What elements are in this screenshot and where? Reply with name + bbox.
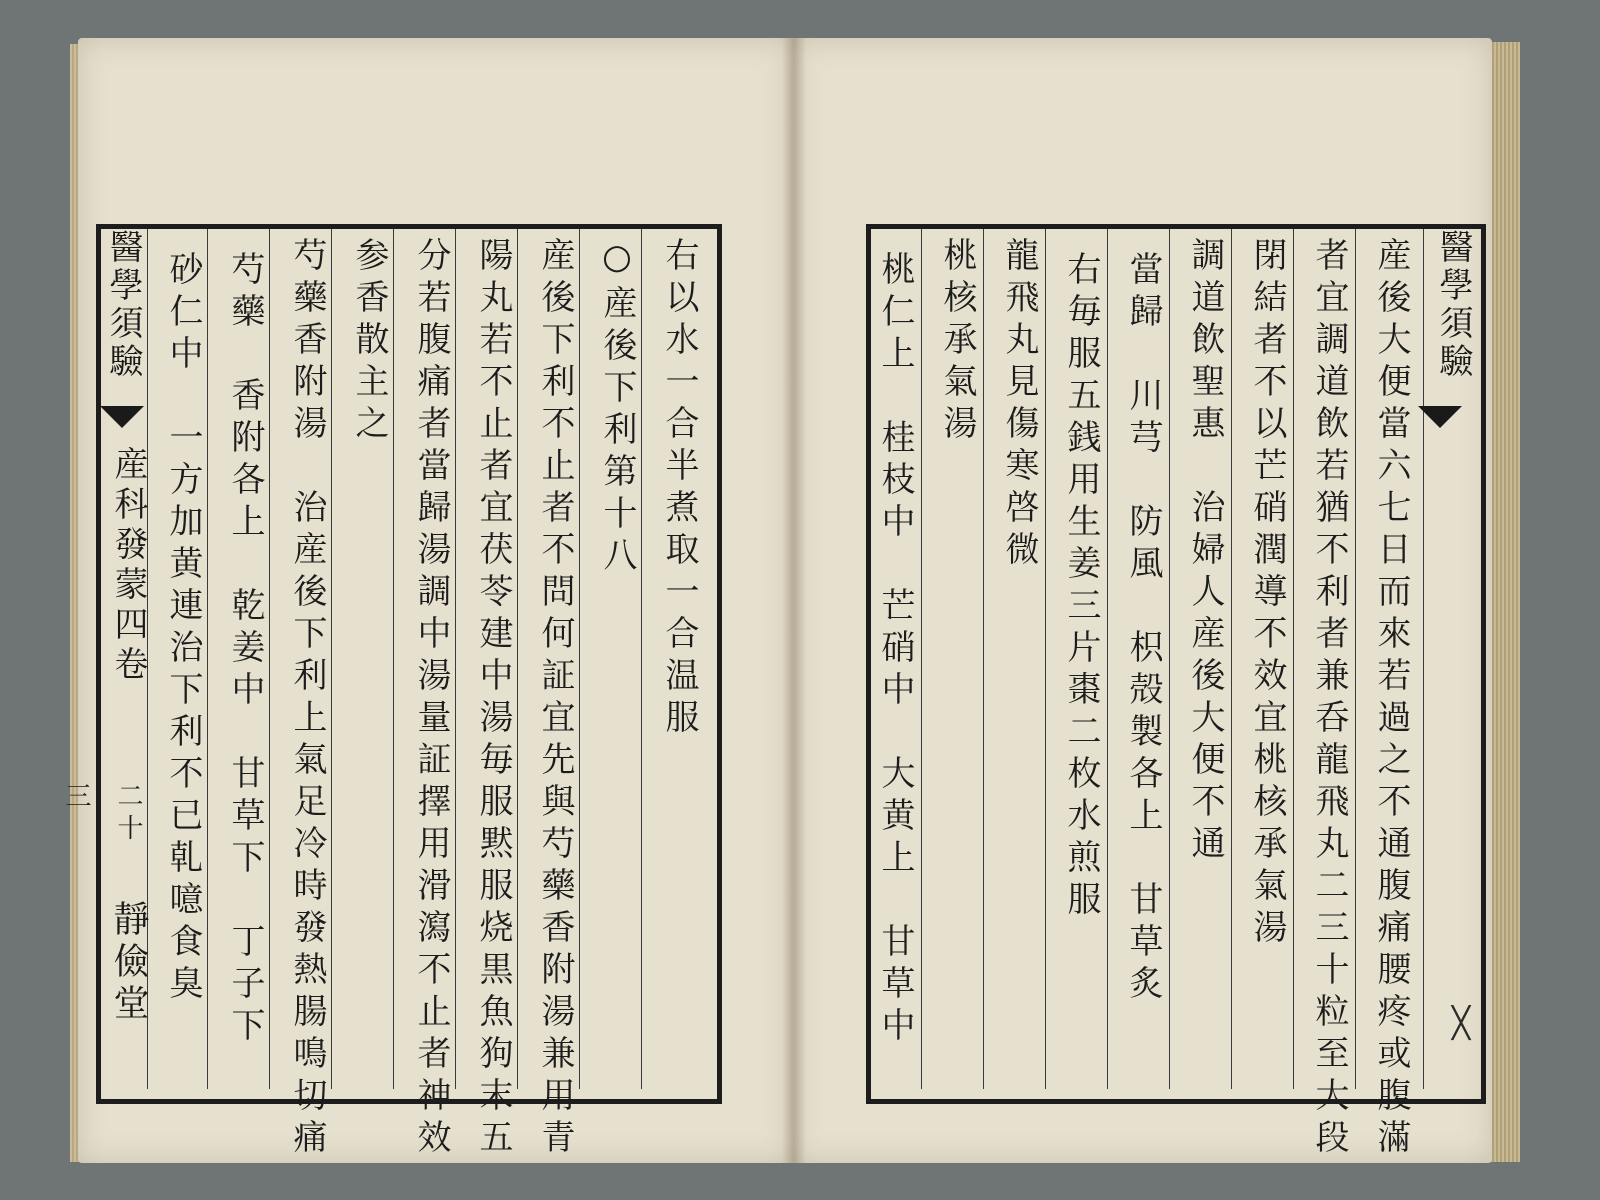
right-column-6: 右毎服五銭用生姜三片棗二枚水煎服 (1061, 251, 1101, 923)
right-column-1: 産後大便當六七日而來若過之不通腹痛腰疼或腹滿 (1371, 237, 1411, 1161)
fish-tail-mark (1418, 406, 1462, 428)
left-column-6: 参香散主之 (349, 237, 389, 447)
left-text-frame (96, 224, 722, 1161)
left-gutter-subtitle: 産科發蒙四卷 (108, 446, 148, 686)
left-column-5: 分若腹痛者當歸湯調中湯量証擇用滑瀉不止者神效 (411, 237, 451, 1161)
right-column-3: 閉結者不以芒硝潤導不效宜桃核承氣湯 (1247, 237, 1287, 951)
left-column-4: 陽丸若不止者宜茯苓建中湯毎服黙服烧黒魚狗末五 (473, 237, 513, 1161)
right-block-margin (1427, 229, 1479, 1089)
left-column-9: 砂仁中 一方加黄連治下利不已乹噫食臭 (163, 251, 203, 1007)
publisher-column (102, 900, 154, 1080)
publisher-name: 靜儉堂 (108, 900, 149, 1026)
margin-mark: ╳ (1452, 1006, 1471, 1041)
book-gutter (782, 38, 806, 1163)
left-column-2: ○産後下利第十八 (597, 237, 637, 579)
right-text-frame (866, 224, 1486, 1161)
right-gutter-title: 醫學須驗 (1433, 229, 1473, 381)
left-column-3: 産後下利不止者不問何証宜先與芍藥香附湯兼用青 (535, 237, 575, 1161)
left-gutter-title: 醫學須驗 (103, 229, 143, 381)
left-column-1: 右以水一合半煮取一合温服 (659, 237, 699, 741)
right-column-8: 桃核承氣湯 (937, 237, 977, 447)
right-column-4: 調道飲聖惠 治婦人産後大便不通 (1185, 237, 1225, 867)
left-page-number-column (61, 782, 154, 872)
column-rule (1423, 229, 1424, 1089)
right-column-9: 桃仁上 桂枝中 芒硝中 大黄上 甘草中 (875, 251, 915, 1049)
left-column-7: 芍藥香附湯 治産後下利上氣足冷時發熱腸鳴切痛 (287, 237, 327, 1161)
right-column-5: 當歸 川芎 防風 枳殻製各上 甘草炙 (1123, 251, 1163, 1007)
fish-tail-mark (100, 406, 144, 428)
page-number: 二十三 (61, 782, 143, 846)
right-column-7: 龍飛丸見傷寒啓微 (999, 237, 1039, 573)
left-column-8: 芍藥 香附各上 乾姜中 甘草下 丁子下 (225, 251, 265, 1049)
right-column-2: 者宜調道飲若猶不利者兼呑龍飛丸二三十粒至大段 (1309, 237, 1349, 1161)
